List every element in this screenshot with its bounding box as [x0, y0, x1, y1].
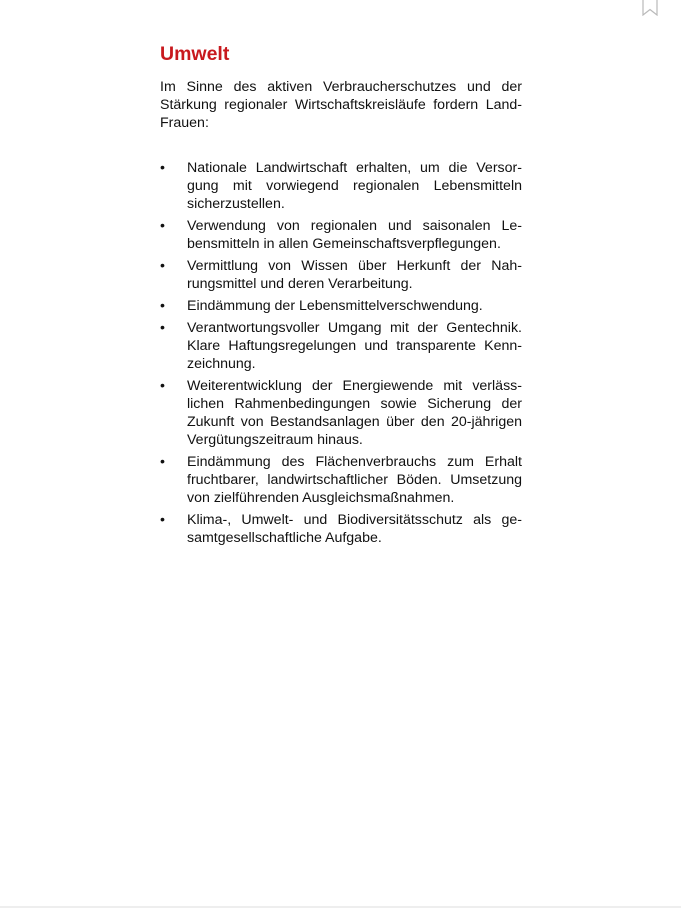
intro-paragraph: Im Sinne des aktiven Verbraucherschutzes und der Stärkung regionaler Wirtschaftskreisläufe fordern LandFrauen:: [160, 79, 522, 131]
document-content: [160, 42, 522, 551]
list-item: [160, 453, 522, 507]
bullet-marker: •: [160, 378, 165, 394]
list-item-text: Weiterentwicklung der Energiewende mit verlässlichen Rahmenbedingungen sowie Sicherung der Zukunft von Bestandsanlagen über den 20-jährigen Vergütungszeitraum hinaus.: [187, 378, 522, 448]
list-item-text: Klima-, Umwelt- und Biodiversitätsschutz als gesamtgesellschaftliche Aufgabe.: [187, 512, 522, 546]
bullet-marker: •: [160, 160, 165, 176]
bullet-marker: •: [160, 258, 165, 274]
bullet-marker: •: [160, 512, 165, 528]
list-item-text: Eindämmung der Lebensmittelverschwendung.: [187, 298, 483, 314]
list-item: [160, 159, 522, 213]
list-item: [160, 297, 522, 315]
list-item-text: Nationale Landwirtschaft erhalten, um die Versorgung mit vorwiegend regionalen Lebensmitteln sicherzustellen.: [187, 160, 522, 212]
list-item-text: Verantwortungsvoller Umgang mit der Gentechnik. Klare Haftungsregelungen und transparente Kennzeichnung.: [187, 320, 522, 372]
list-item: [160, 511, 522, 547]
list-item: [160, 377, 522, 449]
list-item: [160, 257, 522, 293]
list-item-text: Verwendung von regionalen und saisonalen Lebensmitteln in allen Gemeinschaftsverpflegungen.: [187, 218, 522, 252]
list-item-text: Vermittlung von Wissen über Herkunft der Nahrungsmittel und deren Verarbeitung.: [187, 258, 522, 292]
bookmark-button[interactable]: [641, 0, 659, 16]
bullet-marker: •: [160, 298, 165, 314]
bookmark-icon: [641, 0, 659, 16]
list-item-text: Eindämmung des Flächenverbrauchs zum Erhalt fruchtbarer, landwirtschaftlicher Böden. Umsetzung von zielführenden Ausgleichsmaßnahmen.: [187, 454, 522, 506]
section-heading: Umwelt: [160, 43, 230, 65]
bullet-marker: •: [160, 320, 165, 336]
bullet-marker: •: [160, 454, 165, 470]
bullet-marker: •: [160, 218, 165, 234]
list-item: [160, 319, 522, 373]
demands-list: [160, 159, 522, 547]
list-item: [160, 217, 522, 253]
